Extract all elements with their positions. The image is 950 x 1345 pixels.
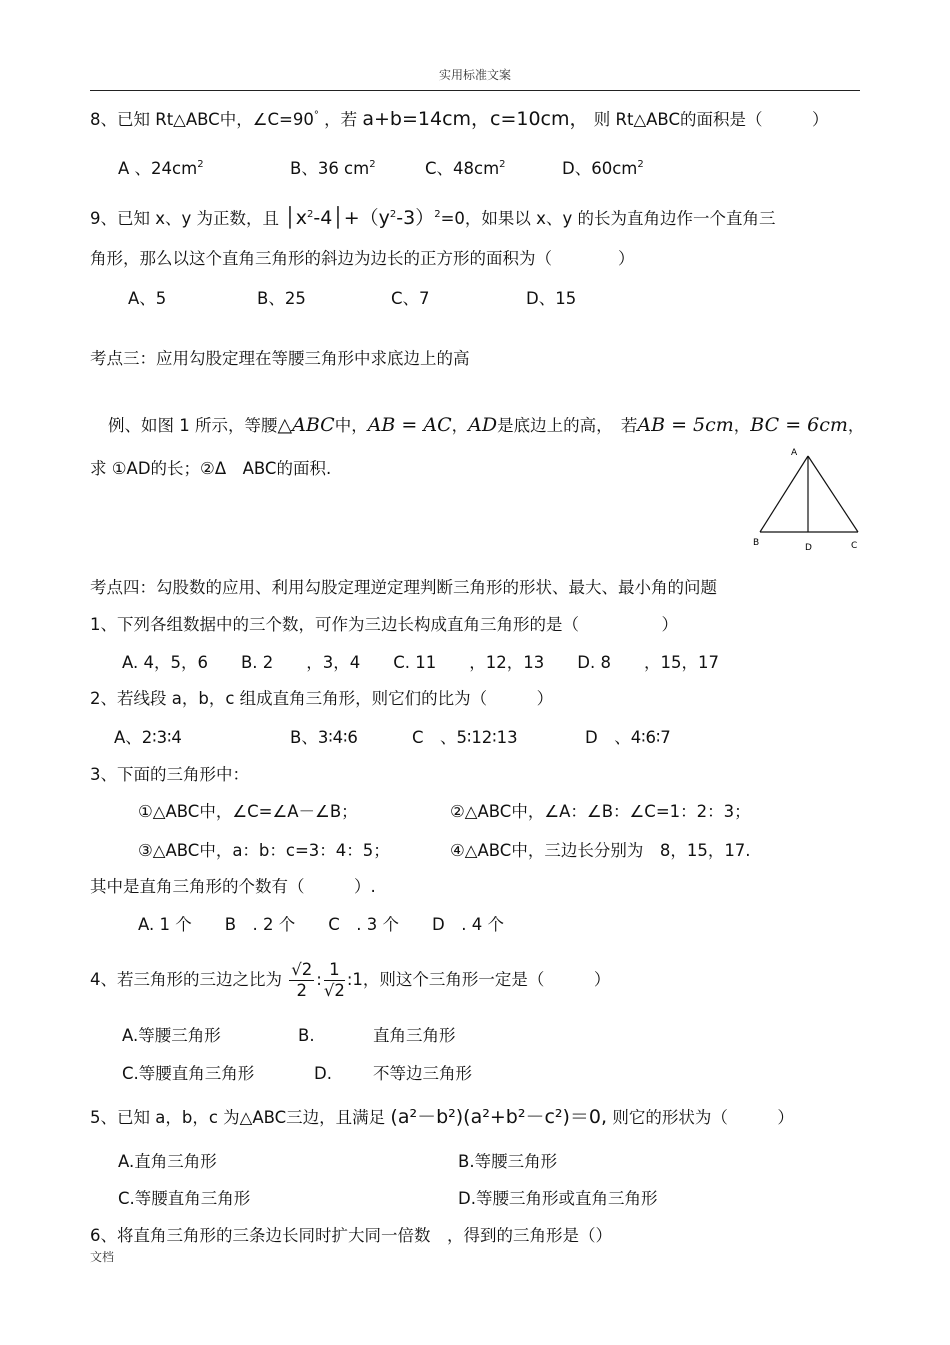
q4-fraction-2: $\frac{1}{√2}$ [323, 960, 345, 1000]
question-4-stem [90, 958, 610, 1002]
q4-stem-pre: 4、若三角形的三边之比为 [90, 970, 282, 989]
q4-stem-post: ，则这个三角形一定是（ ） [362, 970, 611, 989]
q8-text-pre: 8、已知 Rt△ABC中，∠C=90 [90, 110, 314, 129]
q8-option-d: D、$60cm^2$ [562, 159, 644, 178]
example-part-3: ， [451, 416, 469, 435]
q5-option-c: C.等腰直角三角形 [118, 1189, 251, 1208]
q4-option-d-label: D. [314, 1064, 332, 1083]
q9-option-a: A、5 [128, 289, 167, 308]
page-header: 实用标准文案 [438, 68, 511, 82]
figure-1-triangle [750, 446, 865, 554]
q3-item-4: ④△ABC中，三边长分别为 8，15，17. [450, 841, 751, 860]
vertex-label-d: D [805, 543, 812, 553]
q9-part-1: 9、已知 x、y 为正数，且 [90, 209, 280, 228]
q2-option-a: A、2∶3∶4 [114, 728, 182, 747]
vertex-label-b: B [753, 538, 760, 548]
q5-stem-post: 则它的形状为（ ） [612, 1108, 794, 1127]
q9-equation: $│x^2-4│+(y^2-3)^2$ [284, 207, 441, 229]
example-eq-ab-ac: AB = AC [367, 414, 452, 436]
q8-option-a: A 、$24cm^2$ [118, 159, 204, 178]
q2-option-c: C 、5∶12∶13 [412, 728, 518, 747]
example-part-6: ， [847, 416, 865, 435]
example-part-2: 中， [334, 416, 368, 435]
example-triangle: △ABC [277, 414, 335, 436]
q9-part-2: =0，如果以 x、y 的长为直角边作一个直角三 [440, 209, 776, 228]
q8-degree: ° [313, 110, 319, 121]
example-part-5: ， [733, 416, 751, 435]
q4-option-b-label: B. [298, 1026, 315, 1045]
example-ad: AD [468, 414, 498, 436]
q3-item-3: ③△ABC中，a：b：c=3：4：5； [138, 841, 390, 860]
q5-option-d: D.等腰三角形或直角三角形 [458, 1189, 658, 1208]
question-5-stem [90, 1106, 794, 1129]
q4-option-b: 直角三角形 [373, 1026, 456, 1045]
q5-expression: (a²－b²)(a²+b²－c²)＝0, [390, 1106, 608, 1128]
q8-text-post: 则 Rt△ABC的面积是（ ） [593, 110, 829, 129]
section-4-title: 考点四：勾股数的应用、利用勾股定理逆定理判断三角形的形状、最大、最小角的问题 [90, 578, 717, 597]
question-2-stem: 2、若线段 a，b，c 组成直角三角形，则它们的比为（ ） [90, 689, 554, 708]
question-3-options: A. 1 个 B . 2 个 C . 3 个 D . 4 个 [138, 915, 504, 934]
q9-option-c: C、7 [391, 289, 430, 308]
q8-condition: a+b=14cm，c=10cm， [362, 108, 589, 130]
q4-option-d: 不等边三角形 [373, 1064, 472, 1083]
example-line-2: 求 ①AD的长；②Δ ABC的面积. [90, 459, 332, 478]
vertex-label-a: A [791, 448, 798, 458]
q5-option-a: A.直角三角形 [118, 1152, 217, 1171]
q3-conclusion: 其中是直角三角形的个数有（ ）. [90, 877, 376, 896]
question-3-stem: 3、下面的三角形中： [90, 765, 249, 784]
header-rule [90, 90, 860, 91]
question-6-stem: 6、将直角三角形的三条边长同时扩大同一倍数 ，得到的三角形是（） [90, 1226, 612, 1245]
example-part-1: 例、如图 1 所示，等腰 [108, 416, 278, 435]
q3-item-1: ①△ABC中，∠C=∠A－∠B； [138, 802, 358, 821]
q8-option-b: B、36 $cm^2$ [290, 159, 376, 178]
example-eq-ab: AB = 5cm [637, 414, 734, 436]
question-9-line-1 [90, 207, 775, 230]
page-footer: 文档 [90, 1250, 115, 1264]
vertex-label-c: C [851, 541, 858, 551]
side-ac [808, 456, 858, 532]
q2-option-b: B、3∶4∶6 [290, 728, 358, 747]
example-eq-bc: BC = 6cm [750, 414, 848, 436]
q4-colon: : [316, 970, 322, 989]
q8-text-mid: ，若 [324, 110, 358, 129]
q9-option-b: B、25 [257, 289, 306, 308]
q9-option-d: D、15 [526, 289, 577, 308]
q4-ratio-end: :1 [346, 970, 363, 989]
q4-option-a: A.等腰三角形 [122, 1026, 221, 1045]
example-part-4: 是底边上的高， 若 [497, 416, 638, 435]
question-1-stem: 1、下列各组数据中的三个数，可作为三边长构成直角三角形的是（ ） [90, 615, 678, 634]
q8-option-c: C、$48cm^2$ [425, 159, 506, 178]
q3-item-2: ②△ABC中，∠A：∠B：∠C=1：2：3； [450, 802, 751, 821]
q4-fraction-1: $\frac{√2}{2}$ [291, 960, 313, 1000]
question-9-line-2: 角形，那么以这个直角三角形的斜边为边长的正方形的面积为（ ） [90, 249, 635, 268]
q5-stem-pre: 5、已知 a，b，c 为△ABC三边，且满足 [90, 1108, 386, 1127]
question-1-options: A. 4，5，6 B. 2 ，3，4 C. 11 ，12，13 D. 8 ，15，17 [122, 653, 719, 672]
side-ab [760, 456, 808, 532]
q4-option-c: C.等腰直角三角形 [122, 1064, 255, 1083]
question-8-stem [90, 108, 829, 131]
example-line-1 [108, 414, 864, 437]
q5-option-b: B.等腰三角形 [458, 1152, 558, 1171]
section-3-title: 考点三：应用勾股定理在等腰三角形中求底边上的高 [90, 349, 470, 368]
q2-option-d: D 、4∶6∶7 [585, 728, 671, 747]
